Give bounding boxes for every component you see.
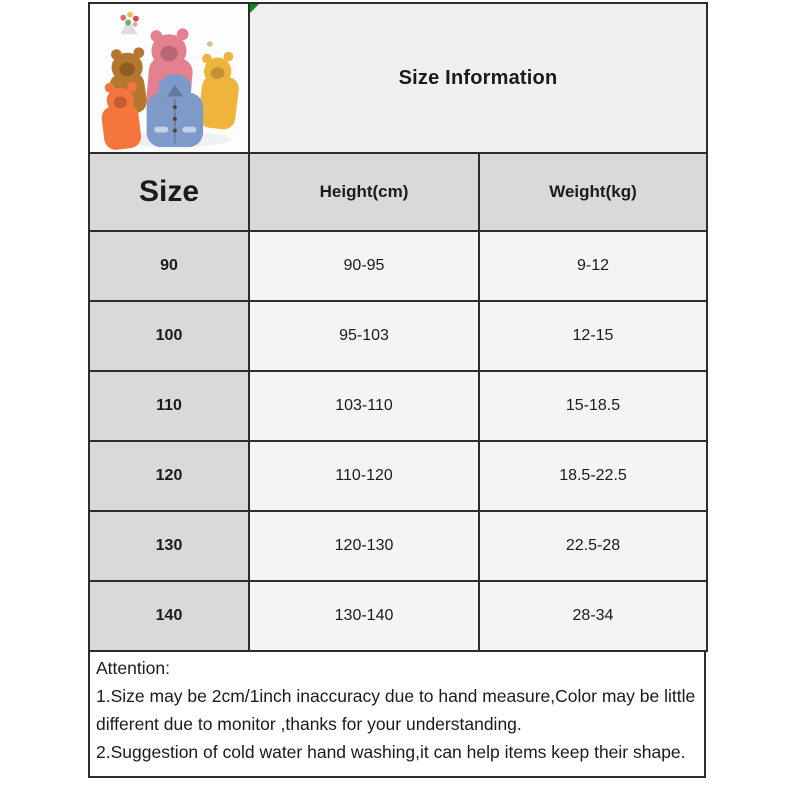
product-photo-cell [89,3,249,153]
height-cell: 103-110 [249,371,479,441]
weight-cell: 28-34 [479,581,707,651]
attention-line-2: 2.Suggestion of cold water hand washing,it can help items keep their shape. [96,742,686,762]
attention-box [88,650,706,778]
size-cell: 140 [89,581,249,651]
height-cell: 130-140 [249,581,479,651]
col-header-weight: Weight(kg) [479,153,707,231]
bouquet-decoration [120,12,138,34]
height-cell: 90-95 [249,231,479,301]
table-row [89,511,707,581]
weight-cell: 22.5-28 [479,511,707,581]
col-header-size: Size [89,153,249,231]
page-title: Size Information [398,66,558,89]
height-cell: 95-103 [249,301,479,371]
table-row [89,231,707,301]
size-cell: 100 [89,301,249,371]
weight-cell: 15-18.5 [479,371,707,441]
title-cell [249,3,707,153]
small-prop [207,41,213,47]
size-cell: 90 [89,231,249,301]
attention-line-1: 1.Size may be 2cm/1inch inaccuracy due to hand measure,Color may be little different due to monitor ,thanks for your understanding. [96,686,696,734]
table-row [89,441,707,511]
size-cell: 130 [89,511,249,581]
table-row [89,581,707,651]
cell-corner-marker-icon [250,4,259,13]
weight-cell: 12-15 [479,301,707,371]
height-cell: 110-120 [249,441,479,511]
attention-heading: Attention: [96,658,170,678]
size-cell: 120 [89,441,249,511]
weight-cell: 18.5-22.5 [479,441,707,511]
table-row [89,371,707,441]
col-header-height: Height(cm) [249,153,479,231]
table-row [89,301,707,371]
size-chart [88,2,706,778]
product-photo [91,5,247,151]
robe-yellow [197,52,240,131]
height-cell: 120-130 [249,511,479,581]
weight-cell: 9-12 [479,231,707,301]
size-table [88,2,708,652]
table-header-row [89,153,707,231]
size-cell: 110 [89,371,249,441]
